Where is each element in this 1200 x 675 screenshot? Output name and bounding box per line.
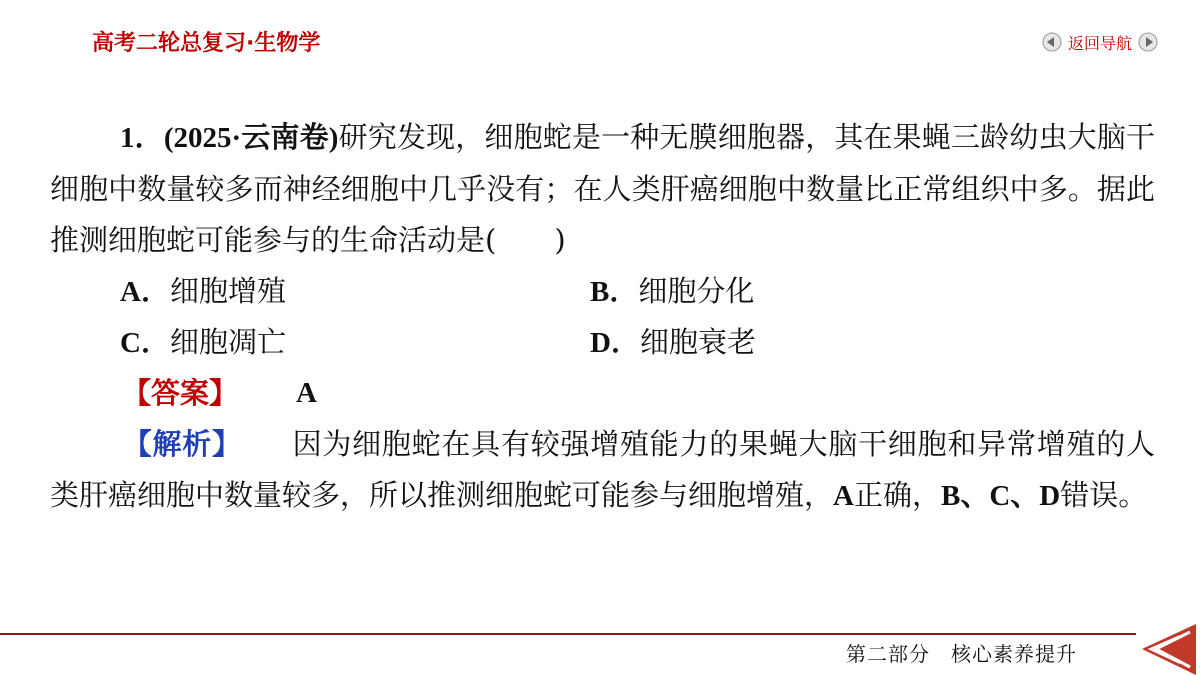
option-a[interactable]	[120, 266, 286, 318]
option-c-text: 细胞凋亡	[169, 325, 286, 359]
option-b-text: 细胞分化	[638, 274, 755, 308]
answer-row	[50, 368, 1155, 419]
option-d[interactable]	[590, 317, 756, 369]
question-content	[50, 112, 1155, 522]
explanation-text-wrong: 错误。	[1060, 478, 1148, 512]
nav-label[interactable]: 返回导航	[1068, 33, 1133, 53]
question-number: 1．	[120, 122, 164, 154]
answer-label: 【答案】	[122, 376, 239, 410]
question-text: 研究发现，细胞蛇是一种无膜细胞器，其在果蝇三龄幼虫大脑干细胞中数量较多而神经细胞中几乎没有；在人类肝癌细胞中数量比正常组织中多。据此推测细胞蛇可能参与的生命活动是( )	[50, 120, 1155, 257]
back-navigation[interactable]	[1042, 30, 1158, 54]
footer-divider	[0, 633, 1140, 635]
answer-value: A	[296, 377, 317, 409]
explanation-correct: A	[833, 480, 854, 512]
explanation-text: 因为细胞蛇在具有较强增殖能力的果蝇大脑干细胞和异常增殖的人类肝癌细胞中数量较多，所以推测细胞蛇可能参与细胞增殖，	[50, 427, 1155, 512]
header-title: 高考二轮总复习·生物学	[92, 31, 321, 56]
option-d-text: 细胞衰老	[639, 325, 756, 359]
explanation-text-correct: 正确，	[853, 478, 941, 512]
option-b-letter: B．	[590, 276, 639, 308]
option-b[interactable]	[590, 266, 754, 318]
option-c-letter: C．	[120, 327, 170, 359]
footer-back-arrow-icon[interactable]	[1136, 624, 1200, 675]
explanation-label: 【解析】	[122, 427, 242, 461]
option-a-letter: A．	[120, 276, 170, 308]
back-arrow-icon[interactable]	[1042, 32, 1062, 52]
explanation	[50, 419, 1155, 522]
option-d-letter: D．	[590, 327, 640, 359]
footer-section-title: 第二部分 核心素养提升	[846, 642, 1077, 666]
question-source: (2025·云南卷)	[163, 122, 339, 154]
forward-arrow-icon[interactable]	[1138, 32, 1158, 52]
option-c[interactable]	[120, 317, 286, 369]
explanation-wrong: B、C、D	[940, 480, 1061, 512]
option-a-text: 细胞增殖	[169, 274, 286, 308]
question-stem	[50, 112, 1155, 266]
options	[50, 266, 1155, 368]
